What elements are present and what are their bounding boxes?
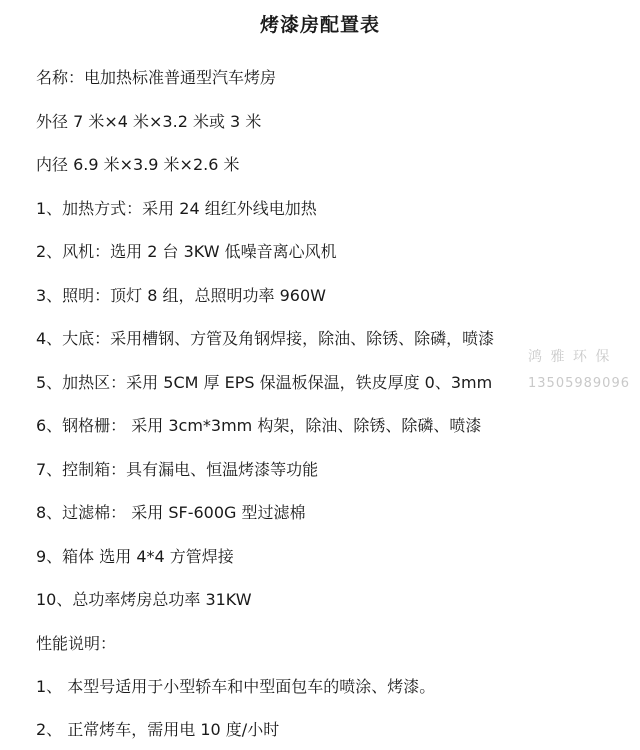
outer-dimension-line: 外径 7 米×4 米×3.2 米或 3 米 <box>36 112 262 131</box>
spec-item-base: 4、大底：采用槽钢、方管及角钢焊接，除油、除锈、除磷，喷漆 <box>36 329 495 348</box>
watermark-phone: 13505989096 <box>528 376 630 391</box>
spec-item-control-box: 7、控制箱：具有漏电、恒温烤漆等功能 <box>36 460 319 479</box>
watermark-company: 鸿 雅 环 保 <box>528 349 612 365</box>
spec-item-total-power: 10、总功率烤房总功率 31KW <box>36 590 252 609</box>
performance-heading: 性能说明： <box>36 634 117 653</box>
spec-item-heating: 1、加热方式：采用 24 组红外线电加热 <box>36 199 317 218</box>
spec-item-lighting: 3、照明：顶灯 8 组，总照明功率 960W <box>36 286 326 305</box>
spec-item-cabinet: 9、箱体 选用 4*4 方管焊接 <box>36 547 234 566</box>
spec-item-filter-cotton: 8、过滤棉： 采用 SF-600G 型过滤棉 <box>36 503 306 522</box>
performance-item-2: 2、 正常烤车，需用电 10 度/小时 <box>36 720 280 739</box>
inner-dimension-line: 内径 6.9 米×3.9 米×2.6 米 <box>36 155 240 174</box>
spec-item-steel-grille: 6、钢格栅： 采用 3cm*3mm 构架，除油、除锈、除磷、喷漆 <box>36 416 482 435</box>
performance-item-1: 1、 本型号适用于小型轿车和中型面包车的喷涂、烤漆。 <box>36 677 436 696</box>
spec-item-fan: 2、风机：选用 2 台 3KW 低噪音离心风机 <box>36 242 337 261</box>
page-title: 烤漆房配置表 <box>259 14 380 36</box>
product-name-line: 名称：电加热标准普通型汽车烤房 <box>36 68 277 87</box>
spec-item-heating-zone: 5、加热区：采用 5CM 厚 EPS 保温板保温，铁皮厚度 0、3mm <box>36 373 493 392</box>
